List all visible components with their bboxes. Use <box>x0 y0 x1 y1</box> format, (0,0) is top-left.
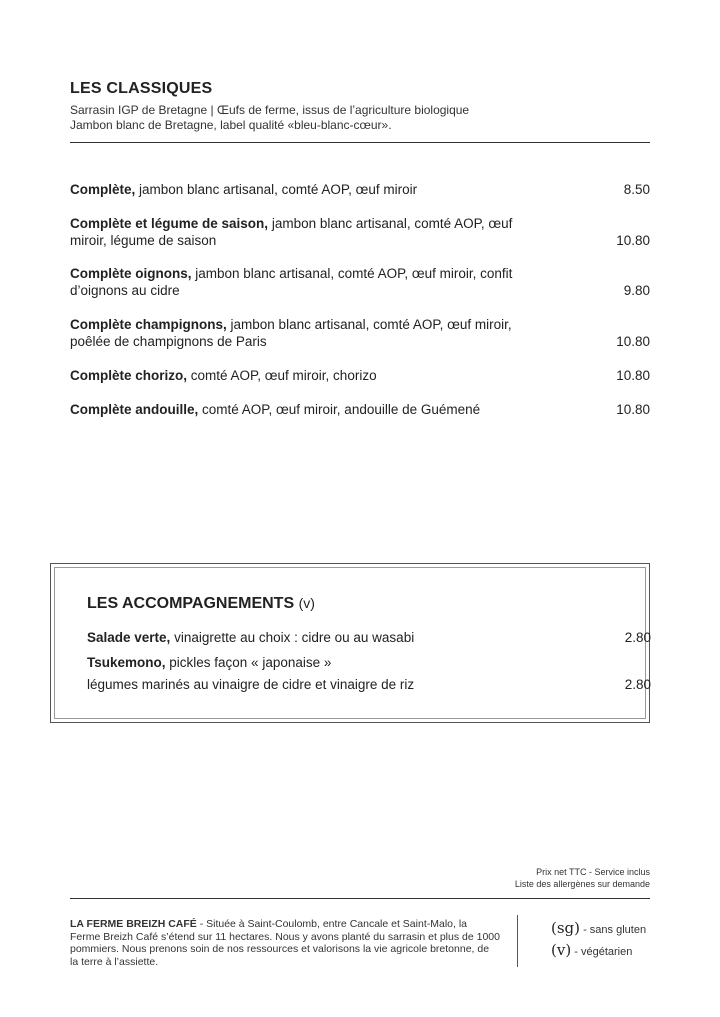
vegetarian-label: - végétarien <box>574 946 633 958</box>
divider-top <box>70 142 650 143</box>
item-price: 2.80 <box>624 630 651 645</box>
footer-description <box>70 918 500 968</box>
footer-brand: LA FERME BREIZH CAFÉ <box>70 918 197 930</box>
menu-item <box>70 401 650 418</box>
item-name: Salade verte, <box>87 630 171 645</box>
item-name: Complète champignons, <box>70 317 227 332</box>
item-description: jambon blanc artisanal, comté AOP, œuf miroir <box>135 182 418 197</box>
legend-vegetarian <box>551 941 632 959</box>
price-note: Prix net TTC - Service inclus <box>536 867 650 877</box>
side-item <box>87 627 651 649</box>
sans-gluten-label: - sans gluten <box>583 924 647 936</box>
item-price: 10.80 <box>616 233 650 248</box>
item-price: 9.80 <box>623 283 650 298</box>
item-price: 10.80 <box>616 402 650 417</box>
classiques-title: LES CLASSIQUES <box>70 80 213 97</box>
item-description-line-2: légumes marinés au vinaigre de cidre et vinaigre de riz <box>87 677 415 692</box>
item-description: jambon blanc artisanal, comté AOP, œuf miroir, légume de saison <box>70 216 513 248</box>
item-name: Tsukemono, <box>87 655 166 670</box>
vegetarian-tag: (v) <box>298 595 315 611</box>
classiques-subtitle <box>70 103 469 133</box>
menu-item <box>70 265 650 299</box>
item-description: comté AOP, œuf miroir, chorizo <box>187 368 377 383</box>
menu-item <box>70 367 650 384</box>
item-price: 8.50 <box>623 182 650 197</box>
menu-item <box>70 181 650 198</box>
side-item <box>87 652 651 696</box>
item-price: 2.80 <box>624 677 651 692</box>
sans-gluten-symbol: (sg) <box>551 919 581 937</box>
accompagnements-title-text: LES ACCOMPAGNEMENTS <box>87 595 295 612</box>
menu-item <box>70 316 650 350</box>
accompagnements-title <box>87 595 315 613</box>
item-name: Complète chorizo, <box>70 368 188 383</box>
item-description: comté AOP, œuf miroir, andouille de Guémené <box>198 402 481 417</box>
item-description: jambon blanc artisanal, comté AOP, œuf miroir, poêlée de champignons de Paris <box>70 317 512 349</box>
menu-item <box>70 215 650 249</box>
item-name: Complète oignons, <box>70 266 192 281</box>
item-name: Complète, <box>70 182 136 197</box>
divider-bottom <box>70 898 650 899</box>
item-name: Complète andouille, <box>70 402 199 417</box>
subtitle-line-2: Jambon blanc de Bretagne, label qualité «bleu-blanc-cœur». <box>70 118 392 132</box>
item-description: vinaigrette au choix : cidre ou au wasabi <box>170 630 415 645</box>
allergen-note: Liste des allergènes sur demande <box>514 879 650 889</box>
footer-vertical-divider <box>517 915 518 967</box>
item-price: 10.80 <box>616 368 650 383</box>
item-description: pickles façon « japonaise » <box>165 655 332 670</box>
subtitle-line-1: Sarrasin IGP de Bretagne | Œufs de ferme, issus de l’agriculture biologique <box>70 103 470 117</box>
item-price: 10.80 <box>616 334 650 349</box>
item-name: Complète et légume de saison, <box>70 216 269 231</box>
item-description: jambon blanc artisanal, comté AOP, œuf miroir, confit d’oignons au cidre <box>70 266 513 298</box>
footer-text: - Située à Saint-Coulomb, entre Cancale et Saint-Malo, la Ferme Breizh Café s’étend sur 11 hectares. Nous y avons planté du sarrasin et plus de 1000 pommiers. Nous prenons soin de nos ressources et valorisons la vie agricole bretonne, de la terre à l’assiette. <box>70 918 500 968</box>
legend-gluten-free <box>551 919 646 937</box>
vegetarian-symbol: (v) <box>551 941 572 959</box>
